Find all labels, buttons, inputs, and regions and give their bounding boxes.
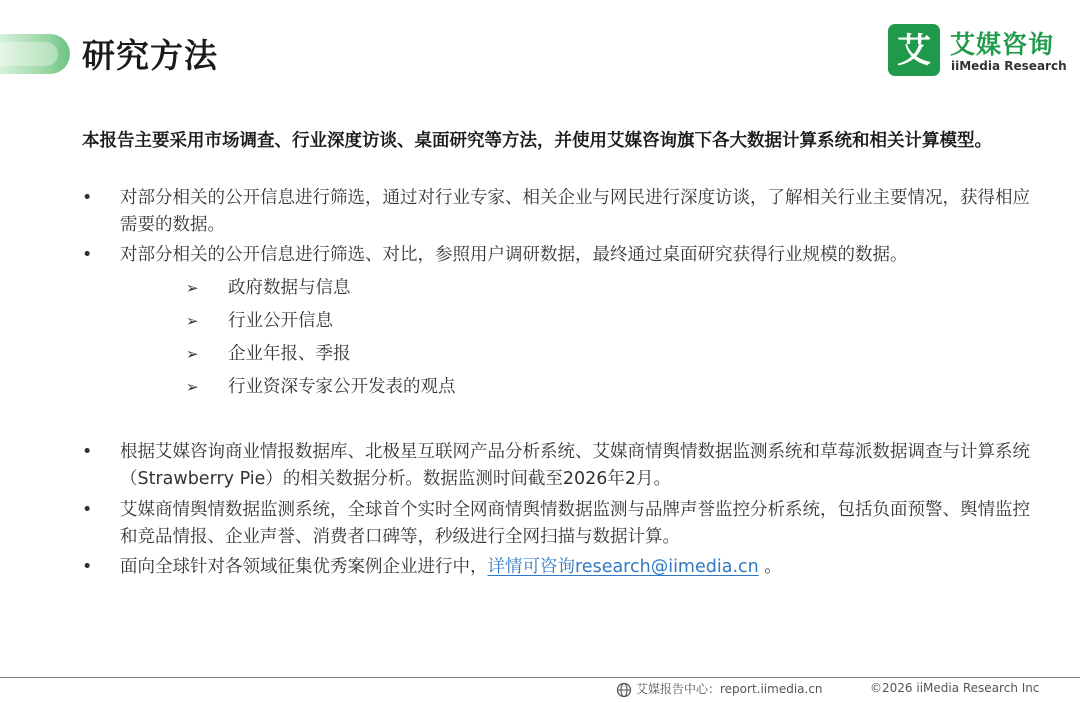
source-text: 行业资深专家公开发表的观点 — [228, 377, 456, 397]
arrow-bullet-icon: ➢ — [186, 378, 199, 396]
arrow-bullet-icon: ➢ — [186, 279, 199, 297]
note-item — [82, 497, 1032, 551]
brand-logo — [888, 24, 1068, 76]
arrow-bullet-icon: ➢ — [186, 345, 199, 363]
footer-report-center[interactable] — [616, 680, 823, 698]
intro-paragraph: 本报告主要采用市场调查、行业深度访谈、桌面研究等方法，并使用艾媒咨询旗下各大数据计算系统和相关计算模型。 — [82, 131, 992, 151]
title-accent-bar — [0, 34, 70, 74]
arrow-bullet-icon: ➢ — [186, 312, 199, 330]
note-text — [120, 554, 1032, 581]
page-title: 研究方法 — [82, 36, 218, 75]
logo-mark-icon — [888, 24, 940, 76]
bullet-dot: • — [82, 557, 93, 577]
footer-divider — [0, 677, 1080, 678]
method-text: 对部分相关的公开信息进行筛选、对比，参照用户调研数据，最终通过桌面研究获得行业规模的数据。 — [120, 245, 908, 265]
logo-mark-char: 艾 — [897, 31, 931, 71]
source-text: 政府数据与信息 — [228, 278, 351, 298]
note-text-lead: 面向全球针对各领域征集优秀案例企业进行中， — [120, 557, 488, 577]
bullet-dot: • — [82, 188, 93, 208]
bullet-dot: • — [82, 500, 93, 520]
source-item — [186, 275, 351, 301]
method-item — [82, 242, 1032, 269]
note-text: 根据艾媒咨询商业情报数据库、北极星互联网产品分析系统、艾媒商情舆情数据监测系统和草莓派数据调查与计算系统（Strawberry Pie）的相关数据分析。数据监测时间截至2026年2月。 — [120, 442, 1030, 489]
logo-name-en: iiMedia Research — [951, 59, 1067, 73]
footer-copyright: ©2026 iiMedia Research Inc — [870, 681, 1040, 695]
contact-email-link[interactable]: 详情可咨询research@iimedia.cn — [487, 557, 759, 577]
note-text-tail: 。 — [758, 557, 782, 577]
globe-icon — [616, 682, 632, 698]
source-item — [186, 374, 456, 400]
note-text: 艾媒商情舆情数据监测系统，全球首个实时全网商情舆情数据监测与品牌声誉监控分析系统，包括负面预警、舆情监控和竞品情报、企业声誉、消费者口碑等，秒级进行全网扫描与数据计算。 — [120, 500, 1030, 547]
bullet-dot: • — [82, 442, 93, 462]
logo-name-cn: 艾媒咨询 — [950, 30, 1055, 59]
method-item — [82, 185, 1032, 239]
source-text: 企业年报、季报 — [228, 344, 351, 364]
method-text: 对部分相关的公开信息进行筛选，通过对行业专家、相关企业与网民进行深度访谈，了解相关行业主要情况，获得相应需要的数据。 — [120, 188, 1030, 235]
note-item — [82, 439, 1032, 493]
bullet-dot: • — [82, 245, 93, 265]
note-item — [82, 554, 1032, 581]
source-text: 行业公开信息 — [228, 311, 333, 331]
source-item — [186, 341, 351, 367]
footer-report-label: 艾媒报告中心：report.iimedia.cn — [636, 682, 823, 696]
source-item — [186, 308, 333, 334]
